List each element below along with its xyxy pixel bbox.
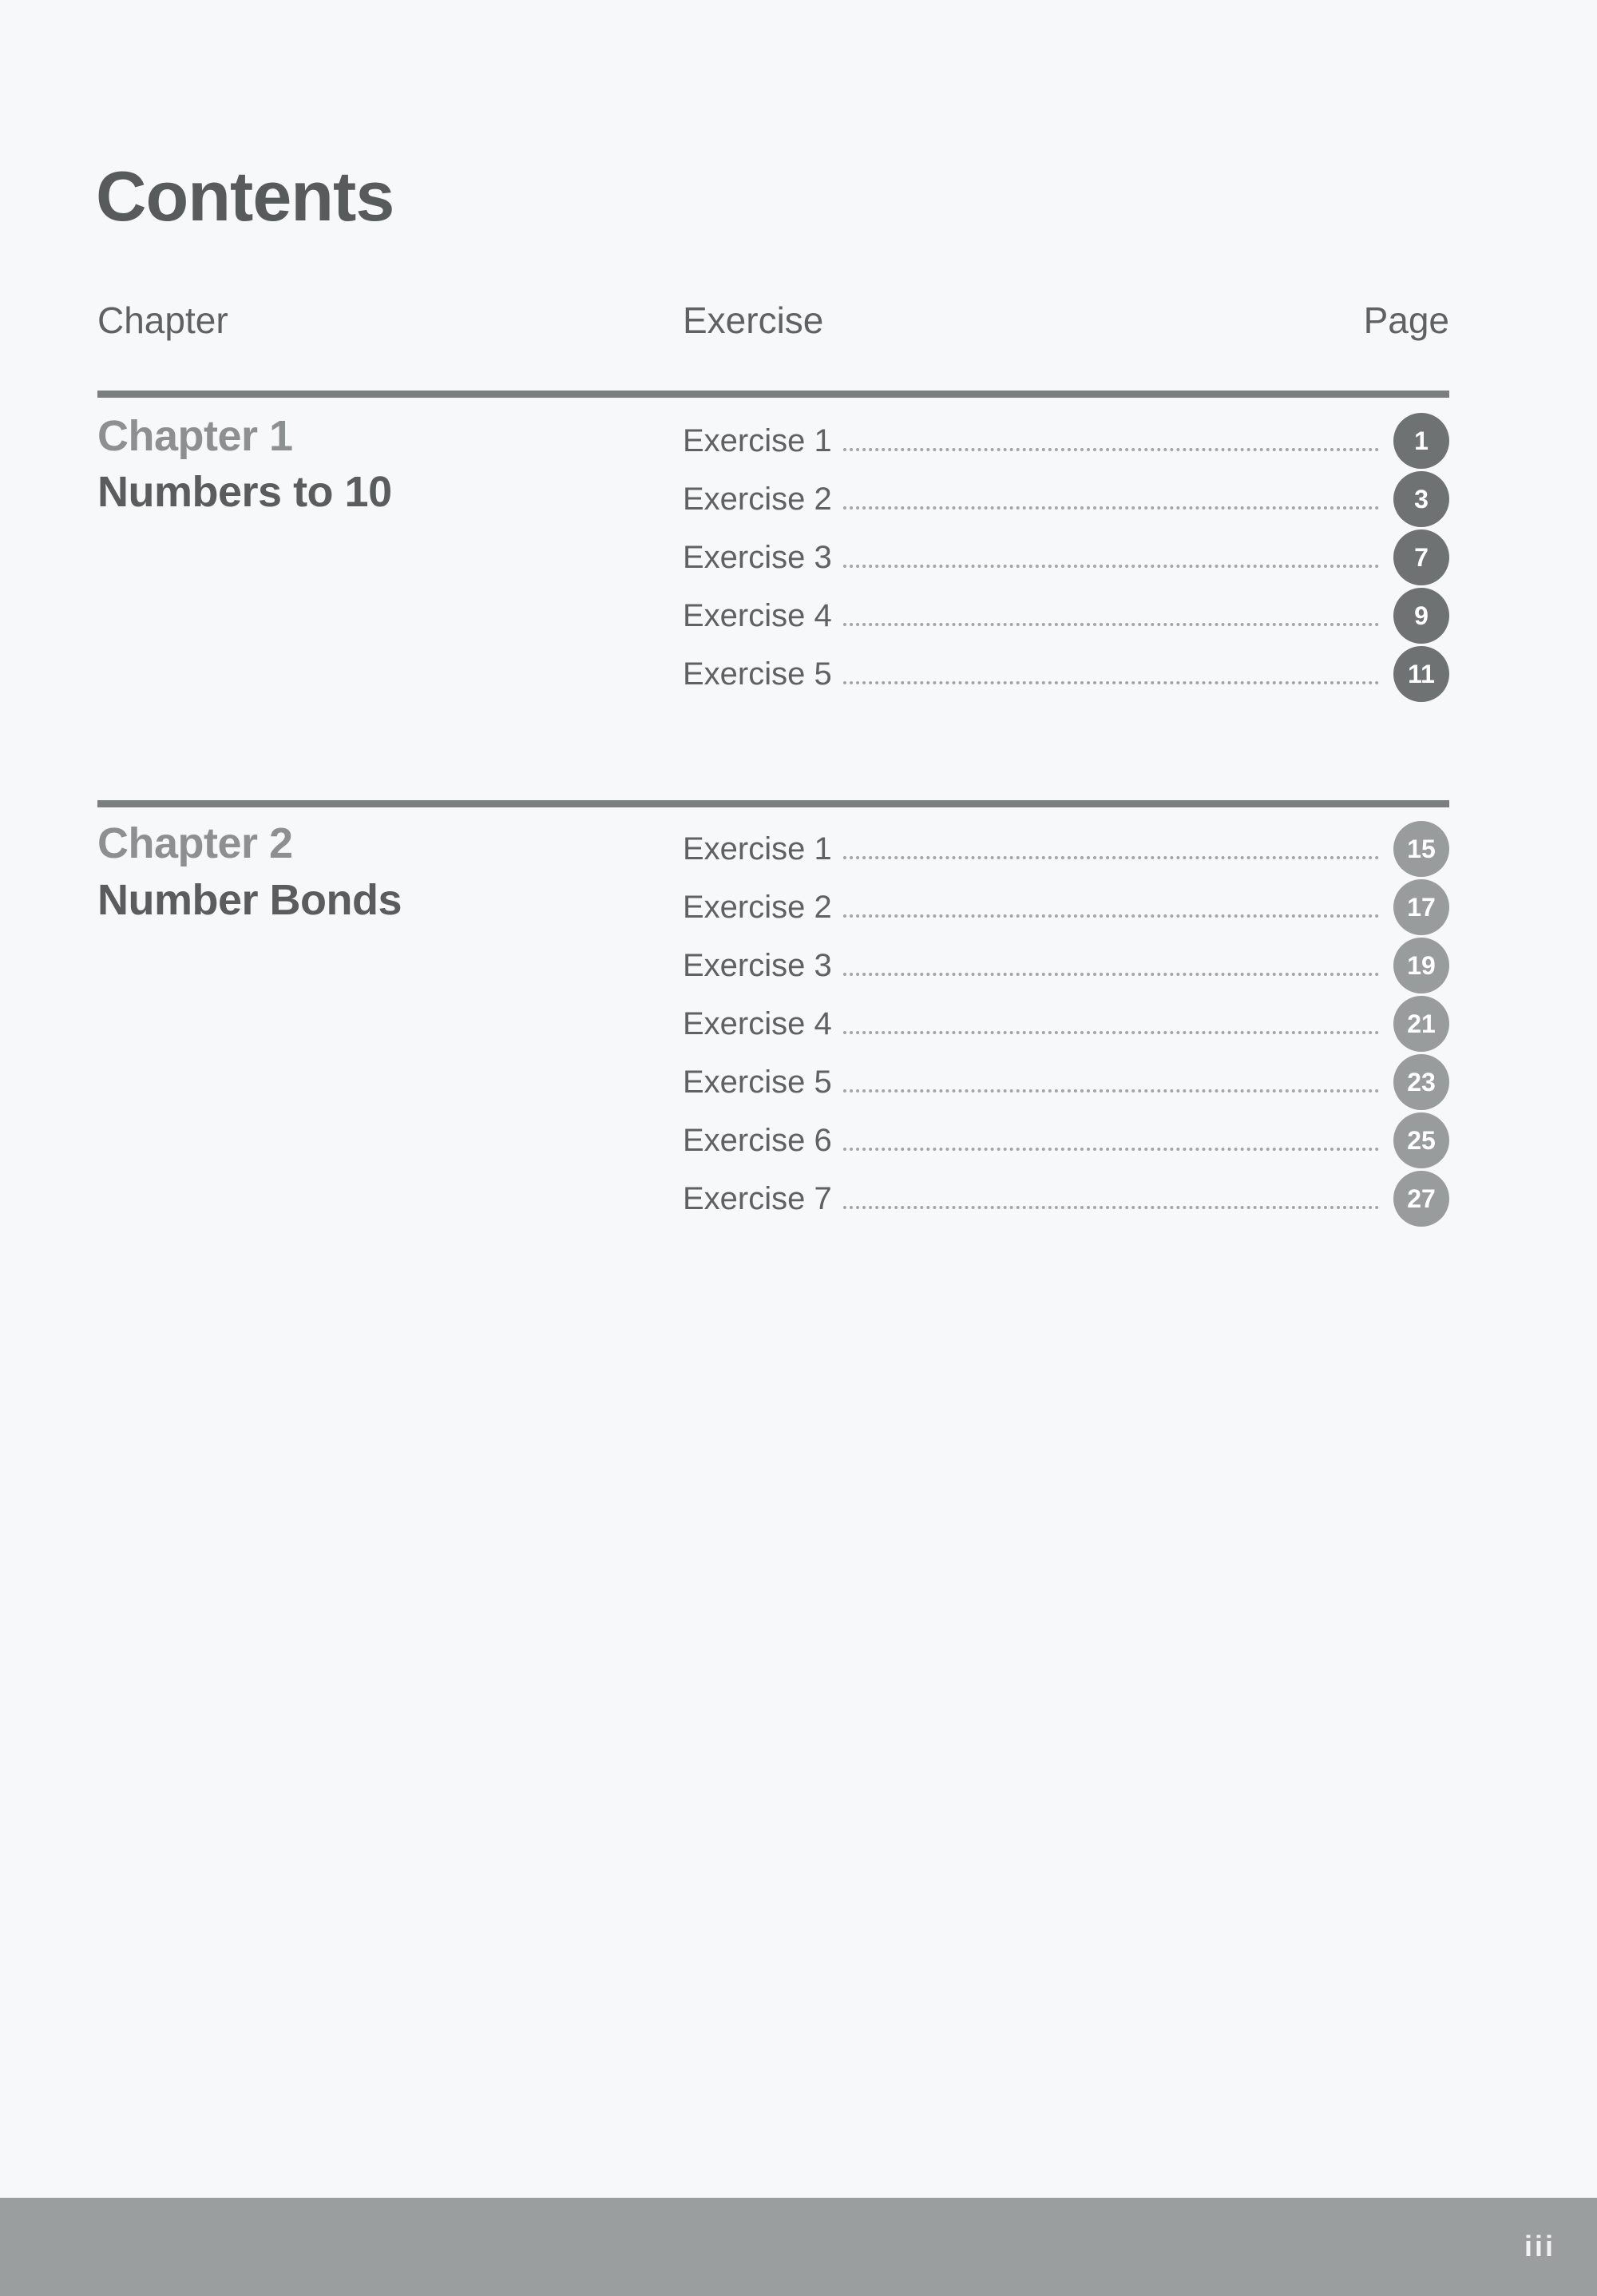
page-number-badge: 1 — [1393, 413, 1449, 469]
page-number-badge: 9 — [1393, 588, 1449, 644]
exercise-label: Exercise 2 — [683, 889, 832, 925]
chapter-title: Number Bonds — [97, 876, 402, 924]
toc-entry[interactable] — [683, 413, 1449, 469]
exercise-label: Exercise 6 — [683, 1122, 832, 1158]
dot-leader — [843, 623, 1379, 626]
dot-leader — [843, 506, 1379, 510]
toc-entry[interactable] — [683, 996, 1449, 1052]
page-number-badge: 23 — [1393, 1054, 1449, 1110]
toc-entry[interactable] — [683, 821, 1449, 877]
dot-leader — [843, 448, 1379, 451]
header-divider — [97, 391, 1449, 398]
exercise-label: Exercise 1 — [683, 422, 832, 458]
chapter-number: Chapter 1 — [97, 412, 293, 460]
footer-band — [0, 2198, 1597, 2296]
dot-leader — [843, 914, 1379, 918]
page-number-badge: 27 — [1393, 1171, 1449, 1227]
chapter-number: Chapter 2 — [97, 819, 293, 867]
toc-entry[interactable] — [683, 471, 1449, 527]
dot-leader — [843, 973, 1379, 976]
page-number-badge: 19 — [1393, 938, 1449, 993]
page-number-badge: 7 — [1393, 529, 1449, 585]
toc-entry[interactable] — [683, 1171, 1449, 1227]
exercise-label: Exercise 3 — [683, 539, 832, 575]
toc-entry[interactable] — [683, 1054, 1449, 1110]
toc-entry[interactable] — [683, 1112, 1449, 1168]
page-number: iii — [1524, 2230, 1555, 2262]
chapter-divider — [97, 800, 1449, 807]
dot-leader — [843, 1148, 1379, 1151]
exercise-label: Exercise 5 — [683, 656, 832, 692]
dot-leader — [843, 565, 1379, 568]
toc-entry[interactable] — [683, 529, 1449, 585]
column-header-page: Page — [1363, 299, 1449, 341]
dot-leader — [843, 1031, 1379, 1034]
dot-leader — [843, 1089, 1379, 1092]
toc-entry[interactable] — [683, 646, 1449, 702]
toc-entry[interactable] — [683, 588, 1449, 644]
toc-entry[interactable] — [683, 938, 1449, 993]
exercise-label: Exercise 2 — [683, 481, 832, 517]
exercise-label: Exercise 7 — [683, 1180, 832, 1216]
dot-leader — [843, 681, 1379, 684]
page-number-badge: 3 — [1393, 471, 1449, 527]
exercise-label: Exercise 4 — [683, 1005, 832, 1041]
page-number-badge: 25 — [1393, 1112, 1449, 1168]
page-title: Contents — [96, 157, 394, 236]
column-header-exercise: Exercise — [683, 299, 824, 341]
page-number-badge: 17 — [1393, 879, 1449, 935]
exercise-label: Exercise 5 — [683, 1064, 832, 1100]
page-number-badge: 21 — [1393, 996, 1449, 1052]
exercise-label: Exercise 1 — [683, 831, 832, 866]
page-number-badge: 11 — [1393, 646, 1449, 702]
column-header-chapter: Chapter — [97, 299, 228, 341]
dot-leader — [843, 1206, 1379, 1209]
exercise-label: Exercise 4 — [683, 597, 832, 633]
chapter-title: Numbers to 10 — [97, 468, 392, 516]
toc-entry[interactable] — [683, 879, 1449, 935]
exercise-label: Exercise 3 — [683, 947, 832, 983]
dot-leader — [843, 856, 1379, 859]
page-number-badge: 15 — [1393, 821, 1449, 877]
